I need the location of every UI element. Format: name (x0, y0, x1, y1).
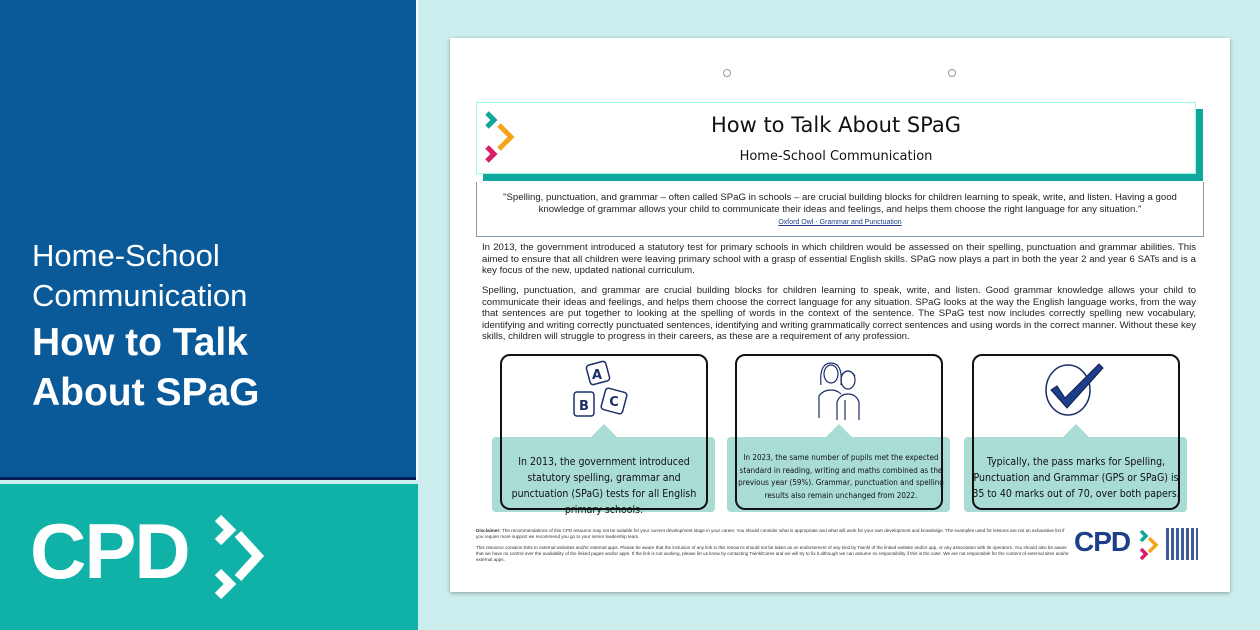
divider (0, 477, 416, 480)
chevrons-icon (1138, 529, 1162, 561)
disclaimer-text: The recommendations of this CPD resource may not be suitable for your current development stage in your career. You should consider what is appropriate and what will work for your own development and knowledge. The examples used for lessons are not an exhaustive list if you require more support we recommend you go to your senior leadership team. (476, 528, 1065, 539)
document-header (476, 102, 1196, 174)
quote-box (476, 182, 1204, 237)
abc-blocks-icon (570, 360, 638, 422)
document-subtitle: Home-School Communication (739, 149, 933, 164)
checkmark-icon (1043, 360, 1109, 418)
disclaimer (476, 528, 1070, 540)
punch-hole (723, 69, 731, 77)
paragraph: Spelling, punctuation, and grammar are crucial building blocks for children learning to speak, write, and listen. Good grammar knowledge allows your child to communicate their ideas and feelings, and helps them choose the correct language for any situation. SPaG looks at the way the English language works, from the way that sentences are put together to looking at the spelling of words in the context of the sentence. The SPaG test now includes correctly spelling new vocabulary, identifying and writing correctly punctuated sentences, identifying and writing grammatically correct sentences and using words in the correct manner. Without these key skills, children will struggle to progress in their careers, as these are a requirement of any profession. (482, 285, 1196, 343)
punch-hole (948, 69, 956, 77)
paragraph: In 2013, the government introduced a statutory test for primary schools in which children would be assessed on their spelling, punctuation and grammar abilities. This aimed to ensure that all children were leaving primary school with a grasp of essential English skills. SPaG now plays a part in both the year 2 and year 6 SATs and is a key focus of the new, updated national curriculum. (482, 242, 1196, 277)
subtitle-line: Communication (32, 278, 248, 313)
banner-subtitle (32, 236, 247, 316)
qr-code[interactable] (1166, 528, 1198, 560)
subtitle-line: Home-School (32, 238, 220, 273)
disclaimer-links: This resource contains links to external websites and/or external apps. Please be aware that the inclusion of any link in this resource should not be taken as an endorsement of any kind by Twinkl of the linked website and/or app, or any association with its operators. You should also be aware that we have no control over the availability of the linked pages and/or apps. If the link is not working, please let us know by contacting TwinklCares and we will try to fix it although we can assume no responsibility if this is the case. We are not responsible for the content of external sites and/or external apps. (476, 545, 1069, 562)
block-letter: B (579, 399, 589, 414)
document-title: How to Talk About SPaG (710, 113, 962, 137)
card-text: In 2013, the government introduced statutory spelling, grammar and punctuation (SPaG) tests for all English primary schools. (511, 456, 697, 516)
title-line: How to Talk (32, 321, 248, 364)
title-line: About SPaG (32, 371, 260, 414)
quote-text: "Spelling, punctuation, and grammar – often called SPaG in schools – are crucial building blocks for children learning to speak, write, and listen. Having a good knowledge of grammar allows your child to communicate their ideas and feelings, and helps them choose the right language for any situation." (503, 192, 1177, 215)
card-text: In 2023, the same number of pupils met the expected standard in reading, writing and maths combined as the previous year (59%). Grammar, punctuation and spelling results also remain unchanged from 2022. (738, 453, 944, 500)
banner-title (32, 318, 260, 418)
quote-source-link[interactable]: Oxford Owl - Grammar and Punctuation (778, 219, 902, 226)
card-text: Typically, the pass marks for Spelling, Punctuation and Grammar (GPS or SPaG) is 35 to 40 marks out of 70, over both papers. (972, 456, 1180, 500)
block-letter: A (591, 368, 603, 383)
block-letter: C (609, 395, 619, 410)
cpd-logo: CPD (30, 507, 189, 595)
chevrons-icon (210, 512, 270, 602)
parents-icon (815, 360, 865, 422)
footer-cpd-logo: CPD (1074, 526, 1131, 557)
disclaimer-label: Disclaimer: (476, 528, 501, 533)
